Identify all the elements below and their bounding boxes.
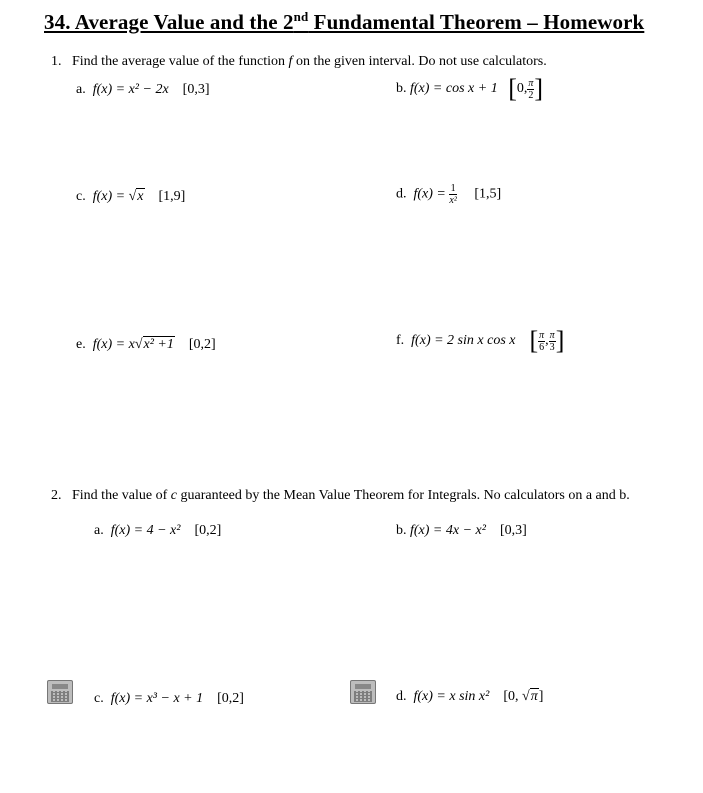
q2-item-d: d. f(x) = x sin x² [0, √π] xyxy=(396,689,544,704)
q2-item-c: c. f(x) = x³ − x + 1 [0,2] xyxy=(94,691,244,706)
q2-item-b: b. f(x) = 4x − x² [0,3] xyxy=(396,523,527,538)
question-1-prompt: 1. Find the average value of the function f on the given interval. Do not use calculators. xyxy=(51,54,547,69)
question-2-prompt: 2. Find the value of c guaranteed by the Mean Value Theorem for Integrals. No calculators on a and b. xyxy=(51,488,630,503)
q1-item-f: f. f(x) = 2 sin x cos x [ $\frac{\pi}{6}$ , $\frac{\pi}{3}$ ] xyxy=(396,326,565,355)
q1-item-e: e. f(x) = x√x² +1 [0,2] xyxy=(76,337,216,352)
calculator-icon xyxy=(47,680,73,704)
q1-item-c: c. f(x) = √x [1,9] xyxy=(76,189,186,204)
q1-item-d: d. f(x) = $\frac{1}{\text{x²}}$ [1,5] xyxy=(396,183,502,206)
q1-item-b: b. f(x) = cos x + 1 [0, $\frac{\pi}{2}$ ] xyxy=(396,74,544,103)
page-title: 34. Average Value and the 2nd Fundamental Theorem – Homework xyxy=(44,9,645,34)
q1-item-a: a. f(x) = x² − 2x [0,3] xyxy=(76,82,210,97)
q2-item-a: a. f(x) = 4 − x² [0,2] xyxy=(94,523,222,538)
calculator-icon xyxy=(350,680,376,704)
